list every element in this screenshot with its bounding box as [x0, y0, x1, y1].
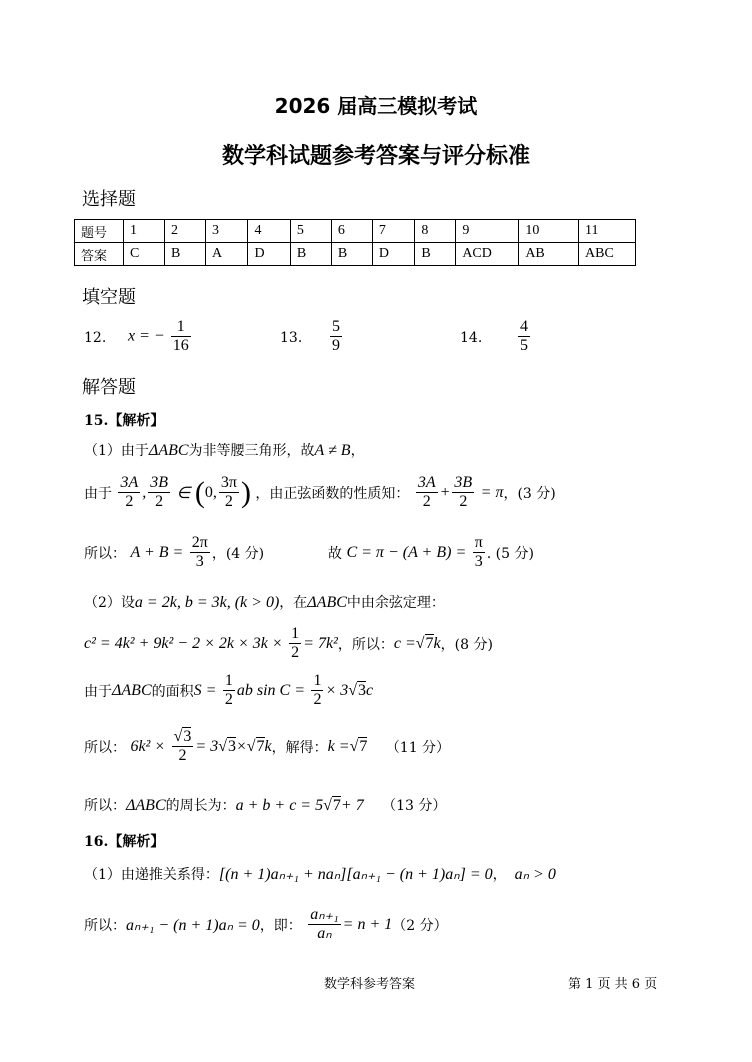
footer-title: 数学科参考答案 [324, 977, 416, 992]
table-cell: 2 [165, 220, 206, 243]
q12-lhs: x = − [128, 327, 165, 345]
section-heading-fill: 填空题 [82, 287, 136, 308]
q15-line-2: 由于 $\frac{3A}{2}$ , $\frac{3B}{2}$ ∈ (0, $\frac{3\pi}{2}$ ) ，由正弦函数的性质知： $\frac{3A}{2}$ + $\frac{3B}{2}$ = π，(3 分) [84, 474, 556, 511]
q13-number: 13. [280, 330, 303, 346]
table-cell: AB [519, 243, 579, 266]
table-cell: 10 [519, 220, 579, 243]
table-cell: B [415, 243, 456, 266]
q15-line-1: （1）由于ΔABC为非等腰三角形，故A ≠ B， [84, 442, 365, 459]
table-cell: C [124, 243, 165, 266]
q15-label: 15.【解析】 [84, 413, 165, 429]
section-heading-solutions: 解答题 [82, 377, 136, 398]
q15-line-4: （2）设a = 2k, b = 3k, (k > 0)，在ΔABC中由余弦定理： [84, 594, 445, 611]
table-cell: 11 [579, 220, 636, 243]
table-cell: 6 [331, 220, 372, 243]
table-cell: 8 [415, 220, 456, 243]
table-cell: ABC [579, 243, 636, 266]
answer-table [74, 219, 636, 266]
q15-line-7: 所以： 6k² × $\frac{√3}{2}$ = 3√3×√7k，解得：k =√7 （11 分） [84, 728, 451, 765]
table-row-numbers [75, 220, 636, 243]
table-cell: D [248, 243, 290, 266]
q16-line-2: 所以：aₙ₊₁ − (n + 1)aₙ = 0，即： $\frac{\text{aₙ₊₁}}{\text{aₙ}}$ = n + 1（2 分） [84, 906, 448, 943]
table-header-answer: 答案 [75, 243, 124, 266]
q14-number: 14. [460, 330, 483, 346]
table-cell: 4 [248, 220, 290, 243]
q16-line-1: （1）由递推关系得：[(n + 1)aₙ₊₁ + naₙ][aₙ₊₁ − (n + 1)aₙ] = 0， aₙ > 0 [84, 866, 556, 883]
q15-line-6: 由于ΔABC的面积S = $\frac{1}{2}$ ab sin C = $\frac{1}{2}$ × 3√3c [84, 672, 374, 709]
table-cell: A [206, 243, 248, 266]
table-cell: B [165, 243, 206, 266]
q15-line-8: 所以：ΔABC的周长为：a + b + c = 5√7+ 7 （13 分） [84, 797, 447, 814]
table-cell: B [331, 243, 372, 266]
table-cell: ACD [456, 243, 519, 266]
q15-line-3b: 故 C = π − (A + B) = $\frac{\pi}{3}$ . (5 分) [328, 534, 534, 571]
page-number: 第 1 页 共 6 页 [568, 977, 658, 992]
table-cell: 5 [290, 220, 331, 243]
q15-line-5: c² = 4k² + 9k² − 2 × 2k × 3k × $\frac{1}{2}$ = 7k²，所以：c =√7k，(8 分) [84, 625, 493, 662]
table-row-answers [75, 243, 636, 266]
q13-answer [328, 318, 344, 356]
q12-number: 12. [84, 330, 107, 346]
page-subtitle: 数学科试题参考答案与评分标准 [221, 144, 530, 169]
table-cell: D [372, 243, 414, 266]
table-cell: 1 [124, 220, 165, 243]
q14-answer [516, 318, 532, 356]
q12-fraction: $\frac{1}{16}$ [172, 318, 189, 355]
q15-line-3: 所以： A + B = $\frac{2\pi}{3}$ ，(4 分) [84, 534, 265, 571]
table-cell: 7 [372, 220, 414, 243]
page-title: 2026 届高三模拟考试 [274, 94, 478, 118]
q16-label: 16.【解析】 [84, 834, 165, 850]
table-cell: B [290, 243, 331, 266]
table-cell: 9 [456, 220, 519, 243]
section-heading-choice: 选择题 [82, 189, 136, 210]
table-cell: 3 [206, 220, 248, 243]
q12-answer [128, 318, 193, 356]
q13-fraction: $\frac{5}{9}$ [332, 318, 340, 355]
table-header-number: 题号 [75, 220, 124, 243]
q14-fraction: $\frac{4}{5}$ [520, 318, 528, 355]
